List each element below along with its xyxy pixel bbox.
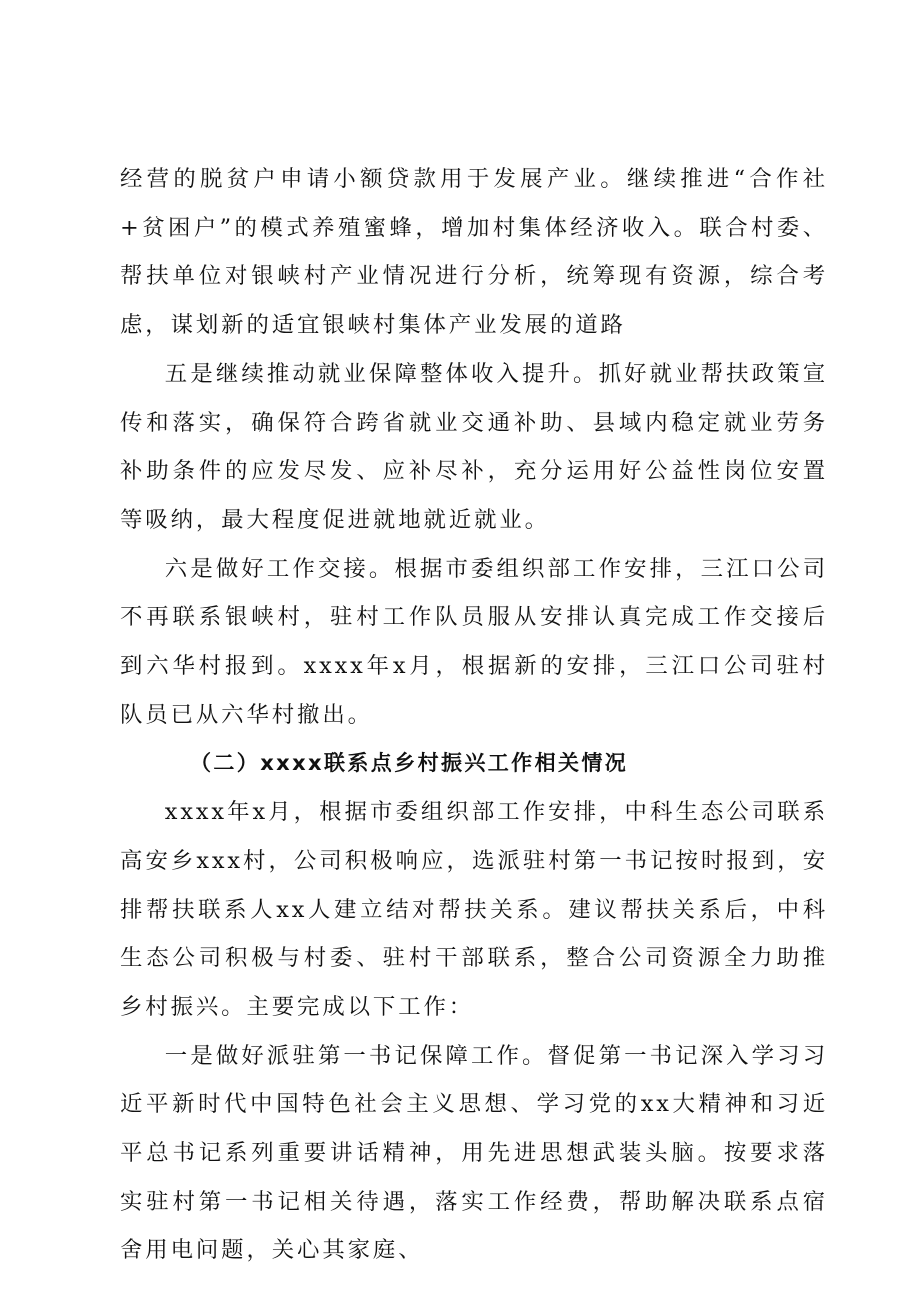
section-heading: （二）xxxx联系点乡村振兴工作相关情况 <box>190 751 629 776</box>
paragraph-handover: 六是做好工作交接。根据市委组织部工作安排，三江口公司不再联系银峡村，驻村工作队员服从安排认真完成工作交接后到六华村报到。xxxx年x月，根据新的安排，三江口公司驻村队员已从六华村撤出。 <box>120 555 828 728</box>
paragraph-first-secretary: 一是做好派驻第一书记保障工作。督促第一书记深入学习习近平新时代中国特色社会主义思想、学习党的xx大精神和习近平总书记系列重要讲话精神，用先进思想武装头脑。按要求落实驻村第一书记相关待遇，落实工作经费，帮助解决联系点宿舍用电问题，关心其家庭、 <box>120 1042 828 1264</box>
paragraph-employment: 五是继续推动就业保障整体收入提升。抓好就业帮扶政策宣传和落实，确保符合跨省就业交通补助、县域内稳定就业劳务补助条件的应发尽发、应补尽补，充分运用好公益性岗位安置等吸纳，最大程度促进就地就近就业。 <box>120 360 828 533</box>
paragraph-continuation: 经营的脱贫户申请小额贷款用于发展产业。继续推进“合作社+贫困户”的模式养殖蜜蜂，增加村集体经济收入。联合村委、帮扶单位对银峡村产业情况进行分析，统筹现有资源，综合考虑，谋划新的适宜银峡村集体产业发展的道路 <box>120 166 828 339</box>
paragraph-liaison-overview: xxxx年x月，根据市委组织部工作安排，中科生态公司联系高安乡xxx村，公司积极响应，选派驻村第一书记按时报到，安排帮扶联系人xx人建立结对帮扶关系。建议帮扶关系后，中科生态公司积极与村委、驻村干部联系，整合公司资源全力助推乡村振兴。主要完成以下工作： <box>120 799 828 1020</box>
